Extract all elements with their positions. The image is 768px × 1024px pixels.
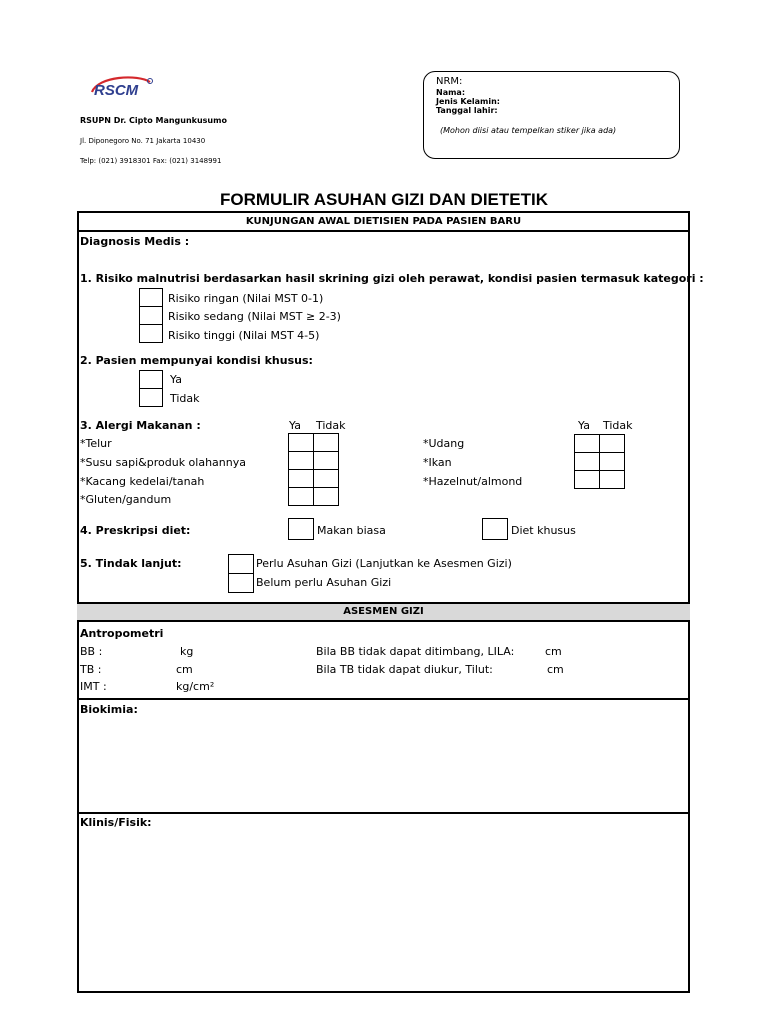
imt-unit: kg/cm² xyxy=(176,680,215,693)
biokimia-label: Biokimia: xyxy=(80,703,138,716)
form-title: FORMULIR ASUHAN GIZI DAN DIETETIK xyxy=(219,190,549,209)
bb-unit: kg xyxy=(180,645,194,658)
option-diet-khusus: Diet khusus xyxy=(511,524,576,537)
tanggal-lahir-label: Tanggal lahir: xyxy=(436,106,498,115)
q4-label: 4. Preskripsi diet: xyxy=(80,524,191,537)
hospital-phone: Telp: (021) 3918301 Fax: (021) 3148991 xyxy=(80,157,222,165)
klinis-area[interactable] xyxy=(79,831,688,991)
diagnosis-label: Diagnosis Medis : xyxy=(80,235,190,248)
patient-box-note: (Mohon diisi atau tempelkan stiker jika ada) xyxy=(440,126,617,135)
option-risiko-tinggi: Risiko tinggi (Nilai MST 4-5) xyxy=(168,329,320,342)
checkbox-susu-ya[interactable] xyxy=(289,452,314,470)
checkbox-diet-khusus[interactable] xyxy=(482,518,508,540)
col-tidak-left: Tidak xyxy=(316,419,346,432)
allergy-grid-right[interactable] xyxy=(574,434,625,489)
biokimia-area[interactable] xyxy=(79,718,688,810)
checkbox-gluten-tidak[interactable] xyxy=(314,488,339,506)
option-kondisi-ya: Ya xyxy=(170,373,182,386)
option-risiko-sedang: Risiko sedang (Nilai MST ≥ 2-3) xyxy=(168,310,341,323)
checkbox-risiko-ringan[interactable] xyxy=(139,288,163,307)
allergy-grid-left[interactable] xyxy=(288,433,339,506)
lila-unit: cm xyxy=(545,645,562,658)
checkbox-hazelnut-tidak[interactable] xyxy=(600,471,625,489)
checkbox-kacang-ya[interactable] xyxy=(289,470,314,488)
checkbox-hazelnut-ya[interactable] xyxy=(575,471,600,489)
rscm-logo xyxy=(88,72,160,102)
option-risiko-ringan: Risiko ringan (Nilai MST 0-1) xyxy=(168,292,324,305)
allergy-item-kacang: *Kacang kedelai/tanah xyxy=(80,475,205,488)
imt-label: IMT : xyxy=(80,680,107,693)
allergy-item-udang: *Udang xyxy=(423,437,465,450)
option-kondisi-tidak: Tidak xyxy=(170,392,200,405)
lila-label: Bila BB tidak dapat ditimbang, LILA: xyxy=(316,645,515,658)
q1-label: 1. Risiko malnutrisi berdasarkan hasil skrining gizi oleh perawat, kondisi pasien termasuk kategori : xyxy=(80,272,704,285)
checkbox-makan-biasa[interactable] xyxy=(288,518,314,540)
klinis-label: Klinis/Fisik: xyxy=(80,816,152,829)
checkbox-ikan-ya[interactable] xyxy=(575,453,600,471)
tilut-label: Bila TB tidak dapat diukur, Tilut: xyxy=(316,663,493,676)
checkbox-kacang-tidak[interactable] xyxy=(314,470,339,488)
antropometri-label: Antropometri xyxy=(80,627,164,640)
option-makan-biasa: Makan biasa xyxy=(317,524,386,537)
q5-label: 5. Tindak lanjut: xyxy=(80,557,182,570)
checkbox-perlu-asuhan[interactable] xyxy=(228,554,254,574)
checkbox-udang-ya[interactable] xyxy=(575,435,600,453)
allergy-item-ikan: *Ikan xyxy=(423,456,452,469)
tb-label: TB : xyxy=(80,663,102,676)
tb-unit: cm xyxy=(176,663,193,676)
checkbox-susu-tidak[interactable] xyxy=(314,452,339,470)
bb-label: BB : xyxy=(80,645,103,658)
hospital-address: Jl. Diponegoro No. 71 Jakarta 10430 xyxy=(80,137,206,145)
logo-text: RSCM xyxy=(94,82,139,99)
col-ya-right: Ya xyxy=(578,419,590,432)
q2-label: 2. Pasien mempunyai kondisi khusus: xyxy=(80,354,313,367)
nama-label: Nama: xyxy=(436,88,466,97)
checkbox-kondisi-ya[interactable] xyxy=(139,370,163,389)
checkbox-udang-tidak[interactable] xyxy=(600,435,625,453)
checkbox-telur-ya[interactable] xyxy=(289,434,314,452)
checkbox-ikan-tidak[interactable] xyxy=(600,453,625,471)
checkbox-kondisi-tidak[interactable] xyxy=(139,388,163,407)
checkbox-telur-tidak[interactable] xyxy=(314,434,339,452)
nrm-label: NRM: xyxy=(436,76,463,87)
checkbox-risiko-sedang[interactable] xyxy=(139,306,163,325)
checkbox-risiko-tinggi[interactable] xyxy=(139,324,163,343)
tilut-unit: cm xyxy=(547,663,564,676)
hospital-name: RSUPN Dr. Cipto Mangunkusumo xyxy=(80,116,227,125)
allergy-item-telur: *Telur xyxy=(80,437,112,450)
section1-header: KUNJUNGAN AWAL DIETISIEN PADA PASIEN BARU xyxy=(245,216,522,227)
option-belum-perlu: Belum perlu Asuhan Gizi xyxy=(256,576,392,589)
q3-label: 3. Alergi Makanan : xyxy=(80,419,201,432)
section2-header: ASESMEN GIZI xyxy=(343,606,424,617)
allergy-item-hazelnut: *Hazelnut/almond xyxy=(423,475,523,488)
col-tidak-right: Tidak xyxy=(603,419,633,432)
checkbox-gluten-ya[interactable] xyxy=(289,488,314,506)
checkbox-belum-perlu[interactable] xyxy=(228,573,254,593)
allergy-item-susu: *Susu sapi&produk olahannya xyxy=(80,456,246,469)
allergy-item-gluten: *Gluten/gandum xyxy=(80,493,172,506)
jenis-kelamin-label: Jenis Kelamin: xyxy=(436,97,500,106)
option-perlu-asuhan: Perlu Asuhan Gizi (Lanjutkan ke Asesmen Gizi) xyxy=(256,557,512,570)
col-ya-left: Ya xyxy=(289,419,301,432)
